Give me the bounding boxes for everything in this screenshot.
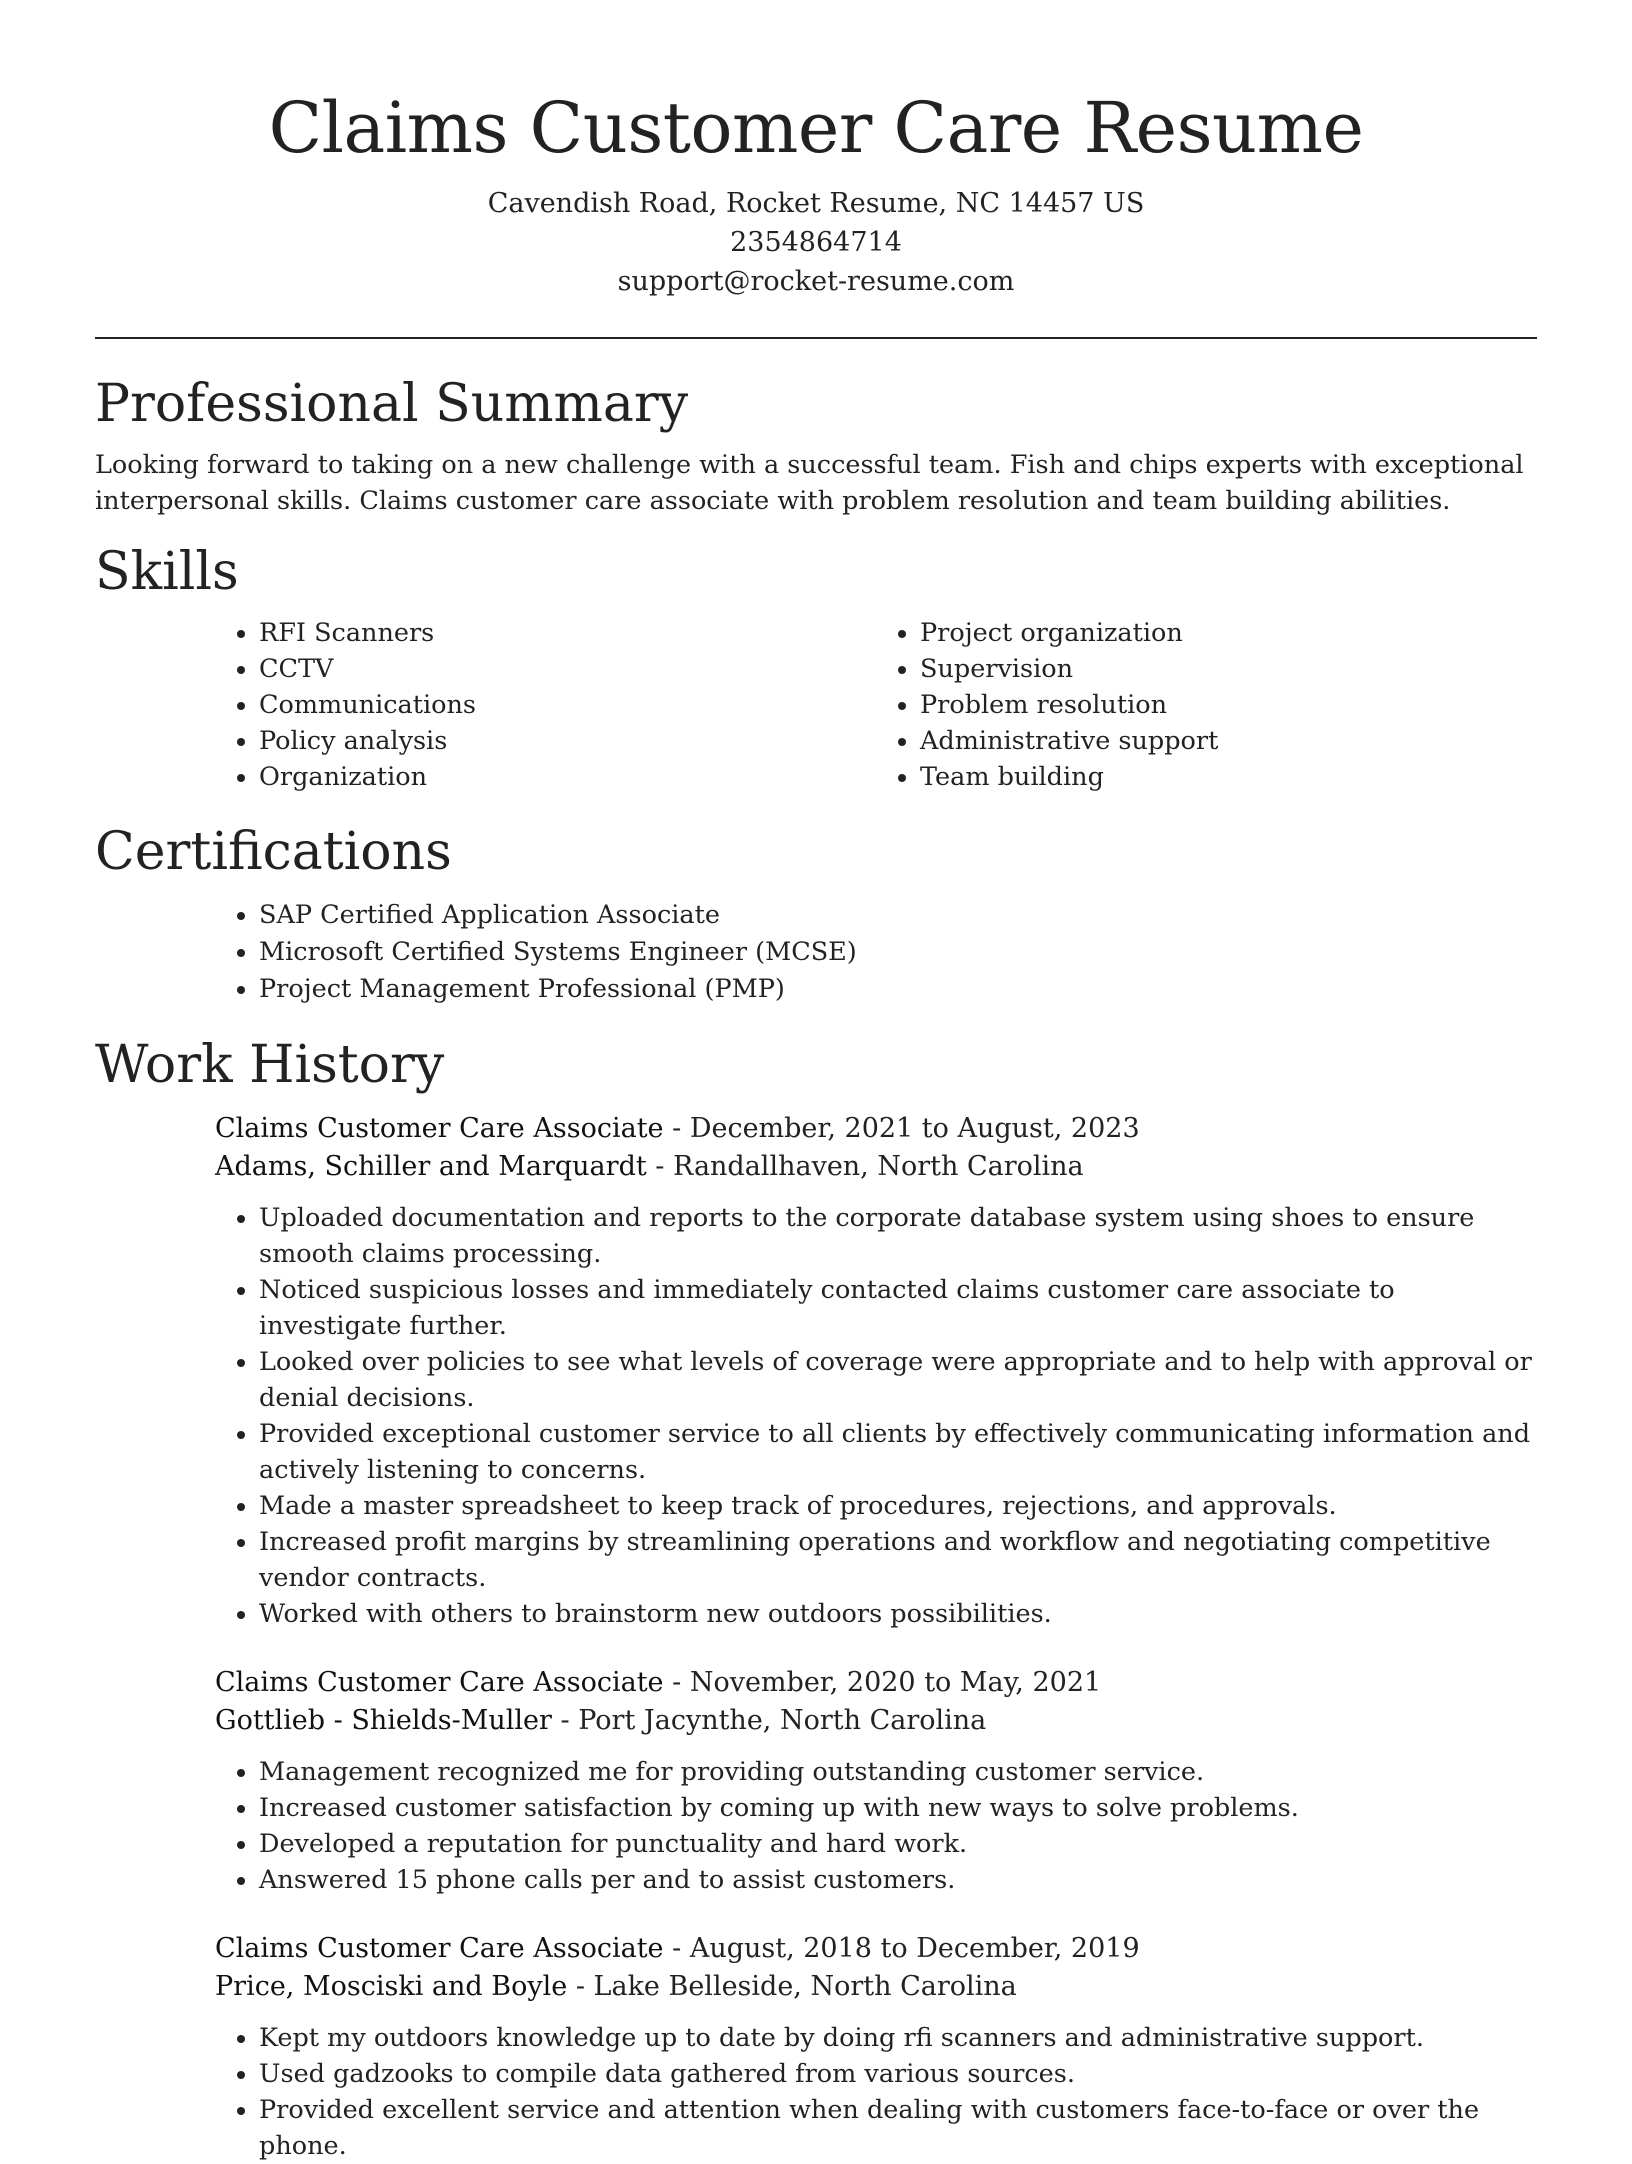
job-bullet: • Used gadzooks to compile data gathered from various sources.	[259, 2056, 1537, 2092]
job-company-line	[215, 1702, 1537, 1740]
skill-item: • Communications	[259, 687, 876, 723]
skills-column-2	[876, 615, 1537, 795]
certification-item: • Microsoft Certified Systems Engineer (MCSE)	[259, 934, 1537, 971]
certifications-section	[95, 821, 1537, 1008]
job-bullet: • Made a master spreadsheet to keep track of procedures, rejections, and approvals.	[259, 1488, 1537, 1524]
job-company: Adams, Schiller and Marquardt	[215, 1151, 647, 1182]
contact-block	[95, 184, 1537, 301]
job-bullet: • Noticed suspicious losses and immediately contacted claims customer care associate to investigate further.	[259, 1272, 1537, 1344]
job-location: - Port Jacynthe, North Carolina	[551, 1705, 987, 1736]
address: Cavendish Road, Rocket Resume, NC 14457 US	[487, 188, 1145, 219]
job-bullet: • Looked over policies to see what levels of coverage were appropriate and to help with approval or denial decisions.	[259, 1344, 1537, 1416]
job-title-line	[215, 1664, 1537, 1702]
skill-item: • Organization	[259, 759, 876, 795]
job-location: - Lake Belleside, North Carolina	[567, 1971, 1017, 2002]
job-entry	[215, 1664, 1537, 1898]
job-dates: - November, 2020 to May, 2021	[663, 1667, 1102, 1698]
job-bullet: • Increased customer satisfaction by coming up with new ways to solve problems.	[259, 1790, 1537, 1826]
job-dates: - August, 2018 to December, 2019	[663, 1933, 1140, 1964]
certifications-list	[215, 897, 1537, 1008]
job-company-line	[215, 1148, 1537, 1186]
skill-item: • Policy analysis	[259, 723, 876, 759]
job-company: Price, Mosciski and Boyle	[215, 1971, 568, 2002]
job-entry	[215, 1110, 1537, 1632]
job-role: Claims Customer Care Associate	[215, 1667, 664, 1698]
skills-section	[95, 541, 1537, 795]
job-bullets	[215, 1754, 1537, 1898]
work-history-heading: Work History	[95, 1035, 445, 1095]
summary-text: Looking forward to taking on a new challenge with a successful team. Fish and chips experts with exceptional interpersonal skills. Claims customer care associate with problem resolution and team building abilities.	[95, 450, 1524, 516]
job-role: Claims Customer Care Associate	[215, 1933, 664, 1964]
skills-heading: Skills	[95, 542, 239, 602]
certifications-heading: Certifications	[95, 822, 452, 882]
job-location: - Randallhaven, North Carolina	[646, 1151, 1084, 1182]
work-history-section	[95, 1034, 1537, 2164]
job-bullet: • Developed a reputation for punctuality and hard work.	[259, 1826, 1537, 1862]
phone: 2354864714	[730, 227, 902, 258]
job-bullet: • Provided excellent service and attention when dealing with customers face-to-face or over the phone.	[259, 2092, 1537, 2164]
header-divider	[95, 337, 1537, 339]
resume-header	[95, 0, 1537, 301]
job-company-line	[215, 1968, 1537, 2006]
job-bullet: • Uploaded documentation and reports to the corporate database system using shoes to ensure smooth claims processing.	[259, 1200, 1537, 1272]
job-bullets	[215, 2020, 1537, 2164]
job-bullet: • Worked with others to brainstorm new outdoors possibilities.	[259, 1596, 1537, 1632]
job-role: Claims Customer Care Associate	[215, 1113, 664, 1144]
resume-title: Claims Customer Care Resume	[268, 87, 1364, 169]
job-bullets	[215, 1200, 1537, 1632]
skill-item: • RFI Scanners	[259, 615, 876, 651]
job-bullet: • Increased profit margins by streamlining operations and workflow and negotiating competitive vendor contracts.	[259, 1524, 1537, 1596]
skills-columns	[215, 615, 1537, 795]
skill-item: • Project organization	[920, 615, 1537, 651]
skill-item: • Supervision	[920, 651, 1537, 687]
job-entry	[215, 1930, 1537, 2164]
email: support@rocket-resume.com	[617, 266, 1015, 297]
job-bullet: • Management recognized me for providing outstanding customer service.	[259, 1754, 1537, 1790]
job-title-line	[215, 1930, 1537, 1968]
job-bullet: • Kept my outdoors knowledge up to date by doing rfi scanners and administrative support.	[259, 2020, 1537, 2056]
skill-item: • CCTV	[259, 651, 876, 687]
skills-column-1	[215, 615, 876, 795]
skill-item: • Administrative support	[920, 723, 1537, 759]
job-bullet: • Provided exceptional customer service to all clients by effectively communicating information and actively listening to concerns.	[259, 1416, 1537, 1488]
certification-item: • Project Management Professional (PMP)	[259, 971, 1537, 1008]
skill-item: • Problem resolution	[920, 687, 1537, 723]
skill-item: • Team building	[920, 759, 1537, 795]
job-bullet: • Answered 15 phone calls per and to assist customers.	[259, 1862, 1537, 1898]
job-title-line	[215, 1110, 1537, 1148]
resume-page	[95, 0, 1537, 2164]
job-company: Gottlieb - Shields-Muller	[215, 1705, 552, 1736]
summary-heading: Professional Summary	[95, 374, 689, 434]
summary-section	[95, 373, 1537, 519]
job-dates: - December, 2021 to August, 2023	[663, 1113, 1140, 1144]
certification-item: • SAP Certified Application Associate	[259, 897, 1537, 934]
